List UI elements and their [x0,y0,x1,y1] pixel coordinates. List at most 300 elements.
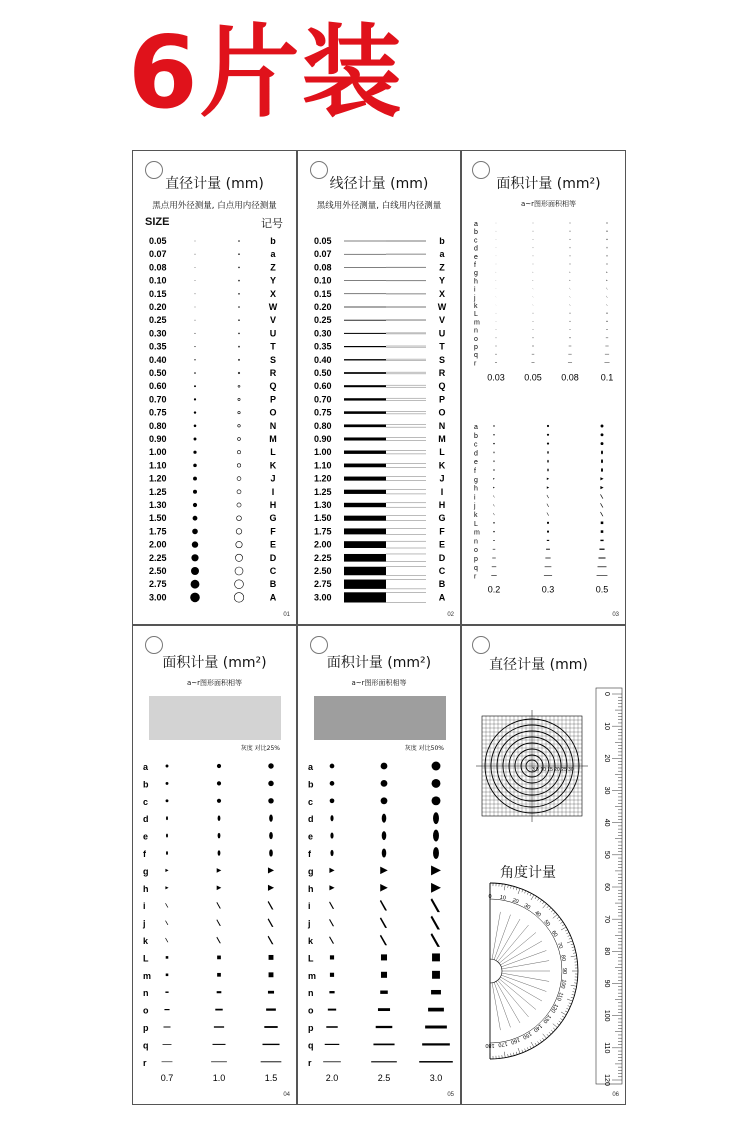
card-subtitle: 黑线用外径测量, 白线用内径测量 [316,201,442,211]
white-dot [238,385,240,387]
area-shape [382,814,387,823]
area-shape [323,1061,341,1062]
protractor-label: 70 [555,941,564,950]
area-gauge-medium [133,626,297,1105]
area-shape [533,296,534,297]
area-shape [533,280,534,281]
area-shape [371,1061,397,1062]
size-value: 0.35 [149,341,167,352]
black-dot [194,425,197,428]
area-shape [166,782,169,785]
area-shape [262,1044,279,1045]
size-value: 0.08 [149,262,167,273]
area-shape [598,566,607,567]
code-letter: G [269,513,277,524]
area-shape [569,338,571,339]
area-shape [164,1009,169,1010]
area-shape [598,558,605,559]
area-shape [569,222,570,223]
area-shape [165,991,168,992]
area-shape [569,288,570,290]
area-shape [166,834,168,838]
code-letter: A [269,592,277,603]
area-shape [268,918,274,927]
protractor-label: 180 [485,1042,495,1048]
area-shape [431,990,441,994]
code-letter: Q [269,381,277,392]
white-dot [235,580,244,589]
protractor-tick [547,906,549,908]
area-shape [547,531,549,533]
black-line [344,333,386,334]
code-letter: Y [269,275,277,286]
area-shape [601,468,603,472]
area-shape [376,1026,393,1028]
code-letter: U [269,328,277,339]
row-letter: p [474,344,478,351]
protractor-tick [525,891,526,894]
code-letter: L [439,447,445,458]
area-shape [329,919,334,926]
white-dot [238,359,239,360]
card-title: 线径计量 (mm) [329,176,429,192]
protractor-label: 50 [542,919,551,928]
area-shape [600,540,603,541]
row-letter: m [474,529,480,537]
row-letter: q [474,352,478,360]
area-shape [166,956,169,959]
card-subtitle: 黑点用外径测量, 白点用内径测量 [152,201,277,211]
protractor-ray [502,973,549,981]
size-value: 0.20 [149,302,167,312]
code-letter: N [269,420,277,431]
protractor-tick [511,886,512,889]
area-shape [165,938,168,942]
size-value: 0.10 [149,275,167,286]
row-letter: o [308,1005,314,1016]
black-line [344,398,386,400]
area-shape [166,765,169,768]
row-letter: c [143,796,149,807]
protractor-tick [525,1049,526,1052]
area-shape [493,478,495,480]
black-dot [194,385,196,387]
white-dot [239,320,240,321]
area-shape [547,425,549,427]
area-shape [268,798,273,803]
protractor-tick [543,1034,547,1039]
row-letter: L [474,520,478,528]
area-shape [606,231,607,232]
black-line [344,503,386,507]
code-letter: M [269,434,277,444]
area-shape [326,1026,337,1028]
protractor-tick [573,989,576,990]
row-letter: e [308,831,314,842]
card-number: 04 [283,1092,290,1098]
black-dot [192,529,198,535]
area-shape [329,902,334,909]
area-shape [211,1061,227,1062]
area-shape [215,1009,222,1011]
black-dot [194,359,195,360]
ruler-label: 120 [603,1074,610,1086]
area-shape [162,1062,173,1063]
protractor-tick [518,1048,520,1054]
row-letter: o [474,547,478,555]
area-shape [163,1044,172,1045]
size-value: 1.25 [149,486,167,497]
size-value: 0.60 [314,381,332,392]
area-shape [496,338,497,339]
area-shape [425,1026,447,1029]
code-letter: J [439,473,445,484]
row-letter: q [143,1040,149,1051]
row-letter: b [308,779,314,790]
area-shape [382,848,387,857]
area-shape [569,231,570,232]
column-label: 0.08 [561,372,579,383]
row-letter: p [308,1023,314,1033]
protractor-tick [551,1030,553,1032]
code-letter: Z [270,262,276,273]
black-line [344,267,386,268]
ruler-label: 10 [603,722,610,731]
row-letter: n [308,988,314,999]
size-value: 1.20 [149,473,167,484]
card-title: 直径计量 (mm) [489,657,588,673]
row-letter: g [474,476,478,484]
code-letter: T [270,341,276,352]
row-letter: q [308,1040,314,1051]
area-shape [495,362,497,363]
ruler-label: 30 [603,786,610,795]
row-letter: k [474,512,478,519]
white-dot [239,254,240,255]
area-shape [606,239,607,240]
size-label: SIZE [145,216,170,228]
area-shape [547,460,548,463]
row-letter: L [143,953,149,964]
size-value: 3.00 [149,592,167,603]
code-letter: S [438,354,446,365]
card-area-gray25 [132,625,297,1105]
protractor-tick [566,932,569,933]
code-letter: B [269,579,277,590]
black-dot [195,320,196,321]
size-value: 0.05 [149,236,167,246]
protractor-tick [561,927,566,930]
area-shape [216,937,220,943]
black-dot [195,307,196,308]
black-dot [195,254,196,255]
protractor-tick [571,985,577,986]
area-shape [496,280,497,281]
row-letter: e [143,831,149,842]
row-letter: L [474,311,478,319]
column-label: 3.0 [429,1073,443,1084]
area-shape [328,1009,336,1011]
black-line [344,580,386,589]
white-dot [238,438,241,441]
area-shape [381,797,388,804]
protractor-tick [543,904,547,909]
area-shape [216,902,220,908]
code-letter: U [438,328,446,339]
area-shape [381,780,388,787]
area-shape [165,886,168,889]
code-letter: V [269,315,277,326]
area-shape [330,781,335,786]
size-value: 1.10 [149,460,167,471]
row-letter: a [474,424,478,431]
code-letter: X [269,288,277,299]
protractor-tick [566,1008,569,1009]
size-value: 1.00 [314,447,332,458]
protractor-tick [572,994,575,995]
area-shape [606,304,607,306]
protractor-label: 10 [499,894,507,902]
area-shape [547,443,549,445]
row-letter: f [474,262,476,269]
size-value: 0.70 [314,394,332,405]
size-value: 0.90 [314,434,332,444]
code-label: 记号 [261,217,283,230]
row-letter: j [308,918,311,929]
row-letter: c [474,237,478,245]
black-line [344,372,386,374]
card-line-width [297,150,461,625]
area-shape [600,477,603,480]
size-value: 1.50 [149,513,167,524]
area-shape [494,469,495,471]
area-shape [381,763,388,770]
black-dot [195,241,196,242]
area-shape [492,567,496,568]
area-shape [531,362,534,363]
area-shape [431,916,440,930]
size-value: 2.25 [149,552,167,563]
row-letter: i [474,494,476,502]
size-value: 0.10 [314,275,332,286]
protractor-tick [538,1041,540,1043]
white-dot [237,451,240,454]
area-shape [496,329,497,330]
black-line [344,516,386,521]
row-letter: n [474,538,478,546]
card-number: 02 [447,612,454,618]
black-line [344,280,386,281]
area-shape [373,1044,394,1046]
protractor-label: 130 [541,1013,552,1025]
protractor-ray [496,919,520,961]
area-shape [214,1026,224,1027]
row-letter: m [474,319,480,327]
area-shape [532,354,535,355]
size-value: 1.10 [314,460,332,471]
black-line [344,528,386,534]
protractor-tick [568,1006,571,1007]
protractor-tick [547,1034,549,1036]
row-letter: k [474,303,478,310]
area-shape [570,263,571,264]
row-letter: b [143,779,149,790]
area-shape [493,487,495,489]
code-letter: V [438,315,446,326]
size-value: 1.30 [314,500,332,510]
row-letter: o [474,335,478,343]
code-letter: F [439,526,445,537]
code-letter: S [269,354,277,365]
area-shape [544,575,552,576]
area-shape [268,867,274,873]
area-shape [600,486,603,489]
area-shape [165,869,168,872]
size-value: 0.08 [314,262,332,273]
protractor-ray [494,982,510,1027]
protractor-ray [500,941,542,965]
ruler-protractor [462,626,626,1105]
area-shape [607,263,608,265]
grid-label: 3.5 10 15 20 25 30 [532,767,574,773]
area-shape [494,460,495,462]
area-shape [606,321,607,322]
area-shape [547,478,549,480]
card-subtitle: a~r图形面积相等 [186,679,243,687]
protractor-tick [557,917,559,919]
size-value: 1.20 [314,473,332,484]
area-shape [493,531,494,532]
area-shape [330,850,333,856]
black-dot [194,438,197,441]
black-dot [194,372,196,374]
black-dot [194,411,196,413]
area-shape [606,280,608,282]
white-dot [238,372,240,374]
area-shape [533,313,534,314]
size-value: 1.25 [314,486,332,497]
area-shape [432,779,441,788]
size-value: 0.40 [314,354,332,365]
size-value: 0.90 [149,434,167,444]
black-dot [193,464,197,468]
row-letter: i [308,901,311,912]
black-dot [193,503,197,507]
protractor-tick [531,1042,534,1047]
code-letter: Z [439,262,445,273]
protractor-tick [567,999,573,1001]
code-letter: Q [438,381,446,392]
area-shape [545,567,552,568]
area-shape [606,288,607,290]
row-letter: j [143,918,146,929]
size-value: 2.50 [314,566,332,576]
ruler-label: 90 [603,979,610,988]
protractor-label: 40 [533,910,542,919]
black-line [344,241,386,242]
area-shape [269,832,273,839]
white-dot [237,490,241,494]
code-letter: E [438,539,446,550]
white-dot [235,554,242,561]
area-shape [547,434,549,436]
row-letter: g [474,270,478,278]
black-dot [192,541,198,547]
protractor-ray [501,975,546,991]
column-label: 0.5 [595,584,609,595]
protractor-label: 100 [559,978,567,989]
white-dot [237,516,242,521]
area-shape [217,781,221,785]
area-shape [218,833,221,839]
row-letter: c [474,441,478,449]
protractor-ray [500,977,542,1001]
protractor-tick [559,919,561,921]
area-shape [422,1043,450,1045]
protractor-ray [496,981,520,1023]
size-value: 0.15 [149,288,167,299]
protractor-tick [562,924,565,926]
area-shape [325,1044,340,1045]
size-value: 0.70 [149,394,167,405]
row-letter: f [308,849,311,859]
area-shape [268,936,274,945]
card-title: 面积计量 (mm²) [496,176,601,192]
area-shape [569,280,570,281]
diameter-gauge [133,151,297,625]
card-subtitle: a~r图形面积相等 [520,200,577,208]
protractor-tick [572,947,575,948]
area-shape [217,868,222,873]
area-shape [217,764,221,768]
card-diameter-angle [461,625,626,1105]
area-shape [605,354,609,355]
protractor-ray [492,912,500,959]
black-line [344,294,386,295]
area-shape [605,346,608,347]
black-dot [195,293,196,294]
column-label: 0.3 [541,584,555,595]
row-letter: i [143,901,146,912]
white-dot [234,593,244,603]
black-dot [193,451,196,454]
size-value: 0.35 [314,341,332,352]
black-dot [195,267,196,268]
protractor-ray [498,925,529,962]
area-shape [165,903,168,907]
size-value: 0.07 [149,249,167,260]
black-dot [191,580,200,589]
row-letter: f [474,468,476,475]
area-shape [532,346,534,347]
code-letter: a [439,249,445,260]
area-shape [569,296,570,298]
area-shape [329,991,334,993]
area-shape [166,816,168,820]
protractor-ray [494,915,510,960]
row-letter: g [308,866,314,877]
white-dot [239,280,240,281]
area-shape [495,354,497,355]
area-shape [217,885,222,890]
black-dot [190,593,200,603]
code-letter: W [268,302,278,312]
area-gauge-large [298,626,461,1105]
ruler-label: 80 [603,947,610,956]
protractor-label: 140 [532,1022,544,1033]
area-shape [601,450,603,454]
code-letter: I [271,486,275,497]
